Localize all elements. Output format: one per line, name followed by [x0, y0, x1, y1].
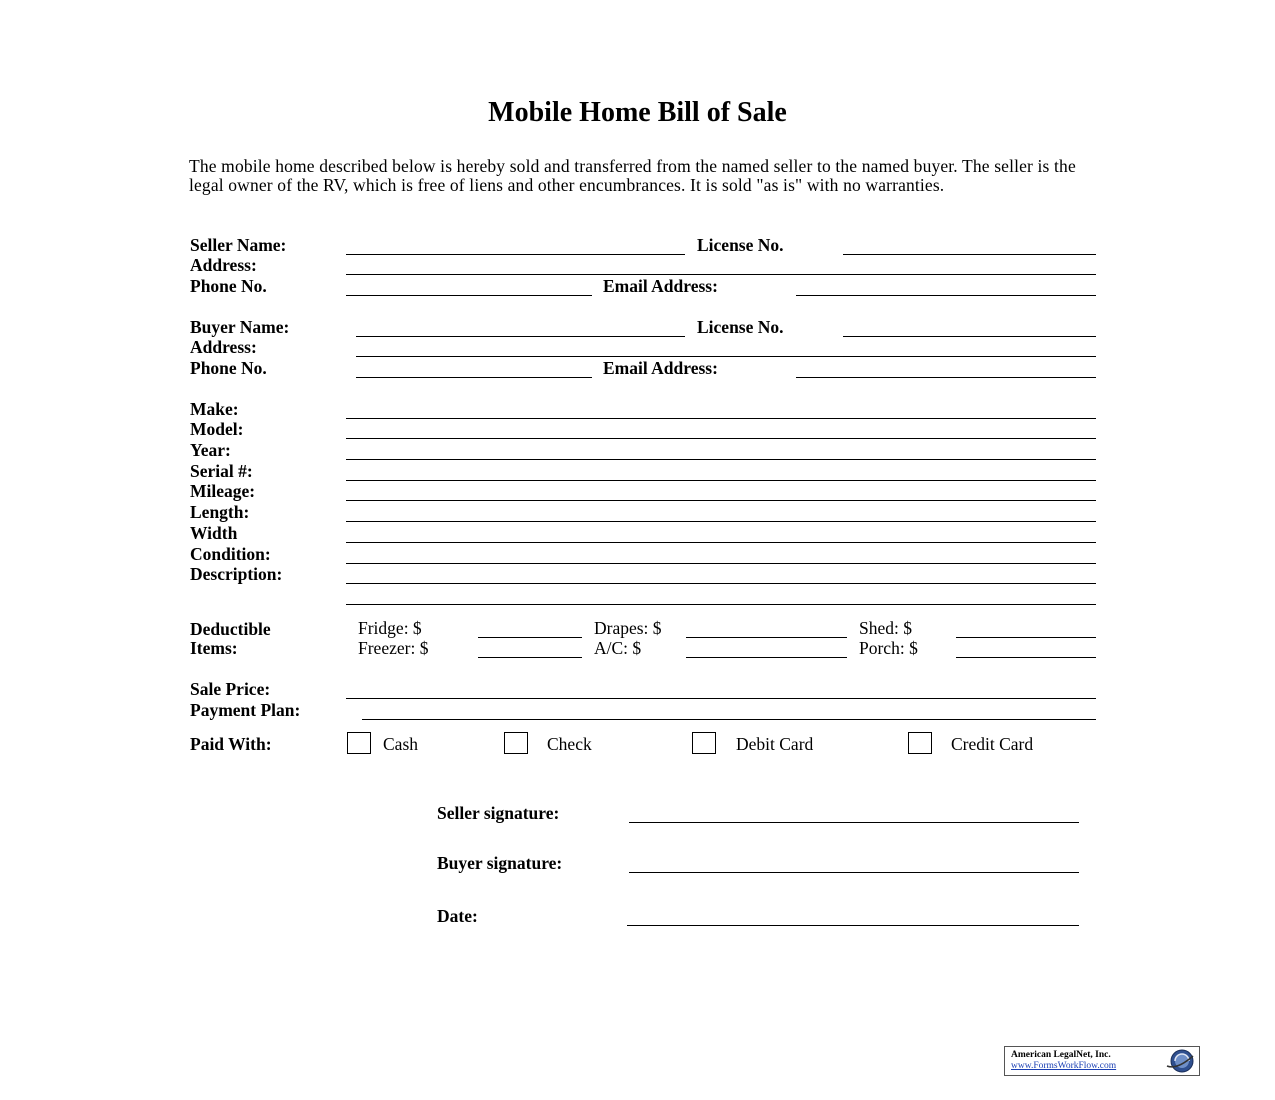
buyer-address-label: Address: [190, 337, 257, 357]
footer-url-link[interactable]: www.FormsWorkFlow.com [1011, 1061, 1117, 1071]
length-label: Length: [190, 502, 250, 522]
buyer-name-label: Buyer Name: [190, 317, 290, 337]
seller-signature-field[interactable] [629, 822, 1079, 823]
buyer-email-field[interactable] [796, 377, 1096, 378]
model-field[interactable] [346, 438, 1096, 439]
width-field[interactable] [346, 542, 1096, 543]
seller-phone-field[interactable] [346, 295, 592, 296]
freezer-field[interactable] [478, 657, 582, 658]
seller-name-label: Seller Name: [190, 235, 287, 255]
deductible-label: Deductible [190, 619, 271, 639]
sale-price-field[interactable] [346, 698, 1096, 699]
porch-label: Porch: $ [859, 638, 918, 658]
ac-field[interactable] [686, 657, 847, 658]
condition-field[interactable] [346, 563, 1096, 564]
description-field-line2[interactable] [346, 604, 1096, 605]
check-option-label: Check [547, 734, 592, 754]
year-field[interactable] [346, 459, 1096, 460]
seller-license-field[interactable] [843, 254, 1096, 255]
fridge-field[interactable] [478, 637, 582, 638]
drapes-field[interactable] [686, 637, 847, 638]
check-checkbox[interactable] [504, 732, 528, 754]
items-label: Items: [190, 638, 238, 658]
intro-paragraph: The mobile home described below is hereby sold and transferred from the named seller to the named buyer. The seller is the legal owner of the RV, which is free of liens and other encumbrances. It is sold "as is" with no warranties. [189, 156, 1076, 195]
ac-label: A/C: $ [594, 638, 642, 658]
paid-with-label: Paid With: [190, 734, 272, 754]
credit-card-option-label: Credit Card [951, 734, 1034, 754]
porch-field[interactable] [956, 657, 1096, 658]
model-label: Model: [190, 419, 244, 439]
width-label: Width [190, 523, 238, 543]
debit-card-checkbox[interactable] [692, 732, 716, 754]
make-field[interactable] [346, 418, 1096, 419]
description-field[interactable] [346, 583, 1096, 584]
seller-email-label: Email Address: [603, 276, 718, 296]
page-title: Mobile Home Bill of Sale [488, 97, 787, 128]
credit-card-checkbox[interactable] [908, 732, 932, 754]
length-field[interactable] [346, 521, 1096, 522]
buyer-email-label: Email Address: [603, 358, 718, 378]
payment-plan-label: Payment Plan: [190, 700, 301, 720]
mileage-field[interactable] [346, 500, 1096, 501]
shed-label: Shed: $ [859, 618, 912, 638]
buyer-license-label: License No. [697, 317, 784, 337]
payment-plan-field[interactable] [362, 719, 1096, 720]
globe-logo-icon [1163, 1048, 1197, 1074]
buyer-signature-field[interactable] [629, 872, 1079, 873]
debit-card-option-label: Debit Card [736, 734, 814, 754]
footer-badge [1004, 1046, 1200, 1076]
buyer-phone-label: Phone No. [190, 358, 267, 378]
make-label: Make: [190, 399, 239, 419]
serial-field[interactable] [346, 480, 1096, 481]
buyer-name-field[interactable] [356, 336, 685, 337]
year-label: Year: [190, 440, 231, 460]
date-field[interactable] [627, 925, 1079, 926]
buyer-license-field[interactable] [843, 336, 1096, 337]
mileage-label: Mileage: [190, 481, 256, 501]
footer-company: American LegalNet, Inc. [1011, 1050, 1111, 1060]
sale-price-label: Sale Price: [190, 679, 271, 699]
drapes-label: Drapes: $ [594, 618, 662, 638]
condition-label: Condition: [190, 544, 271, 564]
seller-address-label: Address: [190, 255, 257, 275]
seller-phone-label: Phone No. [190, 276, 267, 296]
seller-address-field[interactable] [346, 274, 1096, 275]
shed-field[interactable] [956, 637, 1096, 638]
buyer-address-field[interactable] [356, 356, 1096, 357]
freezer-label: Freezer: $ [358, 638, 429, 658]
seller-email-field[interactable] [796, 295, 1096, 296]
date-label: Date: [437, 906, 478, 926]
seller-name-field[interactable] [346, 254, 685, 255]
description-label: Description: [190, 564, 283, 584]
buyer-signature-label: Buyer signature: [437, 853, 563, 873]
fridge-label: Fridge: $ [358, 618, 422, 638]
serial-label: Serial #: [190, 461, 253, 481]
cash-option-label: Cash [383, 734, 418, 754]
cash-checkbox[interactable] [347, 732, 371, 754]
seller-signature-label: Seller signature: [437, 803, 560, 823]
buyer-phone-field[interactable] [356, 377, 592, 378]
seller-license-label: License No. [697, 235, 784, 255]
